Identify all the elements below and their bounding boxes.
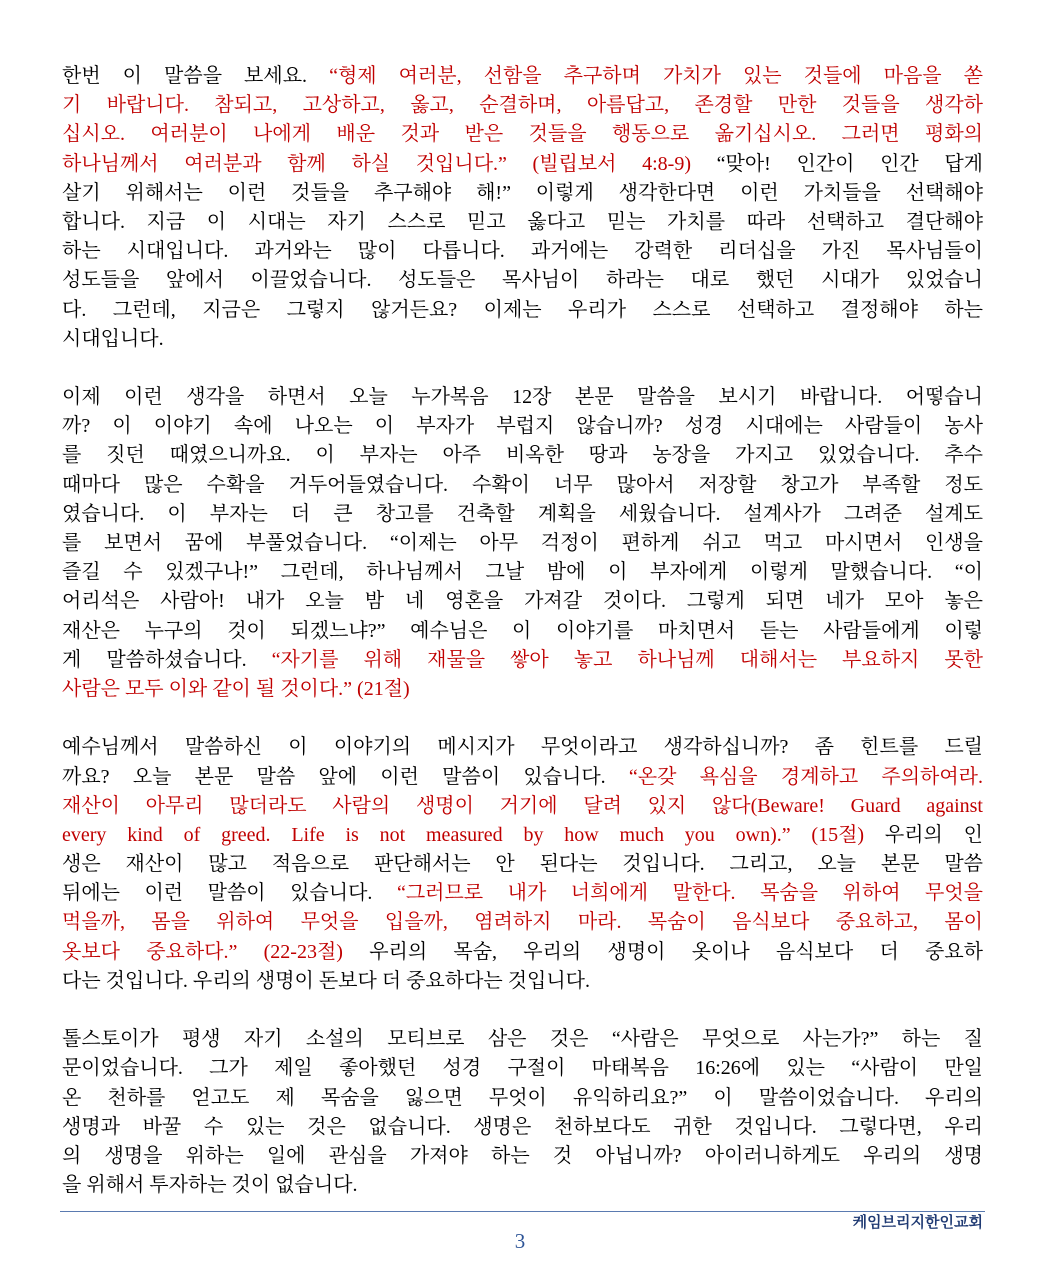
scripture-quote-text: 하나님께서 여러분과 함께 하실 것입니다.” (빌립보서 4:8-9) <box>62 152 691 175</box>
text-line <box>62 62 983 91</box>
body-text: 문이었습니다. 그가 제일 좋아했던 성경 구절이 마태복음 16:26에 있는 “사람이 만일 <box>62 1057 983 1080</box>
text-line <box>62 1084 983 1113</box>
body-text: 를 짓던 때였으니까요. 이 부자는 아주 비옥한 땅과 농장을 가지고 있었습니다. 추수 <box>62 444 983 467</box>
body-text: 한번 이 말씀을 보세요. <box>62 65 330 87</box>
text-line <box>62 296 983 325</box>
text-line <box>62 266 983 295</box>
text-line <box>62 325 983 354</box>
scripture-quote-text: “온갖 욕심을 경계하고 주의하여라. <box>628 765 983 788</box>
text-line <box>62 1054 983 1083</box>
text-line <box>62 383 983 412</box>
scripture-quote-text: 사람은 모두 이와 같이 될 것이다.” (21절) <box>62 677 410 700</box>
text-line <box>62 850 983 879</box>
paragraph <box>62 383 983 704</box>
text-line <box>62 1025 983 1054</box>
body-text: 성도들을 앞에서 이끌었습니다. 성도들은 목사님이 하라는 대로 했던 시대가 있었습니 <box>62 269 983 292</box>
text-line <box>62 1142 983 1171</box>
scripture-quote-text: 재산이 아무리 많더라도 사람의 생명이 거기에 달려 있지 않다(Beware! Guard against <box>62 794 983 817</box>
scripture-quote-text: “그러므로 내가 너희에게 말한다. 목숨을 위하여 무엇을 <box>396 882 983 905</box>
footer-divider <box>60 1211 985 1212</box>
text-line <box>62 208 983 237</box>
text-line <box>62 237 983 266</box>
body-text: 예수님께서 말씀하신 이 이야기의 메시지가 무엇이라고 생각하십니까? 좀 힌트를 드릴 <box>62 736 983 759</box>
text-line <box>62 821 983 850</box>
text-line <box>62 617 983 646</box>
paragraph <box>62 733 983 996</box>
body-text: 뒤에는 이런 말씀이 있습니다. <box>62 882 397 905</box>
body-text: 다는 것입니다. 우리의 생명이 돈보다 더 중요하다는 것입니다. <box>62 969 590 992</box>
scripture-quote-text: 십시오. 여러분이 나에게 배운 것과 받은 것들을 행동으로 옮기십시오. 그러면 평화의 <box>62 123 983 146</box>
body-text: 까요? 오늘 본문 말씀 앞에 이런 말씀이 있습니다. <box>62 765 629 788</box>
body-text: 즐길 수 있겠구나!” 그런데, 하나님께서 그날 밤에 이 부자에게 이렇게 말했습니다. “이 <box>62 561 983 584</box>
body-text: 의 생명을 위하는 일에 관심을 가져야 하는 것 아닙니까? 아이러니하게도 우리의 생명 <box>62 1144 983 1167</box>
footer-church-name: 케임브리지한인교회 <box>852 1213 983 1231</box>
text-line <box>62 675 983 704</box>
body-text: 를 보면서 꿈에 부풀었습니다. “이제는 아무 걱정이 편하게 쉬고 먹고 마시면서 인생을 <box>62 532 983 554</box>
text-line <box>62 441 983 470</box>
scripture-quote-text: 먹을까, 몸을 위하여 무엇을 입을까, 염려하지 마라. 목숨이 음식보다 중요하고, 몸이 <box>62 911 983 934</box>
text-line <box>62 120 983 149</box>
body-text: 합니다. 지금 이 시대는 자기 스스로 믿고 옳다고 믿는 가치를 따라 선택하고 결단해야 <box>62 210 983 233</box>
text-line <box>62 1171 983 1200</box>
body-text: 였습니다. 이 부자는 더 큰 창고를 건축할 계획을 세웠습니다. 설계사가 그려준 설계도 <box>62 502 983 525</box>
text-line <box>62 763 983 792</box>
body-text: 다. 그런데, 지금은 그렇지 않거든요? 이제는 우리가 스스로 선택하고 결정해야 하는 <box>62 298 983 321</box>
body-text: 때마다 많은 수확을 거두어들였습니다. 수확이 너무 많아서 저장할 창고가 부족할 정도 <box>62 473 983 496</box>
text-line <box>62 412 983 441</box>
body-text: 재산은 누구의 것이 되겠느냐?” 예수님은 이 이야기를 마치면서 듣는 사람들에게 이렇 <box>62 619 983 642</box>
body-text: 톨스토이가 평생 자기 소설의 모티브로 삼은 것은 “사람은 무엇으로 사는가?” 하는 질 <box>62 1028 983 1051</box>
body-text: 시대입니다. <box>62 327 164 350</box>
scripture-quote-text: every kind of greed. Life is not measured by how much you own).” (15절) <box>62 823 865 846</box>
text-line <box>62 179 983 208</box>
text-line <box>62 471 983 500</box>
body-text: 우리의 인 <box>864 823 984 846</box>
text-line <box>62 733 983 762</box>
body-text: 하는 시대입니다. 과거와는 많이 다릅니다. 과거에는 강력한 리더십을 가진 목사님들이 <box>62 240 983 263</box>
body-text: 살기 위해서는 이런 것들을 추구해야 해!” 이렇게 생각한다면 이런 가치들을 선택해야 <box>62 181 983 204</box>
text-line <box>62 1113 983 1142</box>
text-line <box>62 150 983 179</box>
scripture-quote-text: 옷보다 중요하다.” (22-23절) <box>62 940 343 963</box>
document-body <box>62 62 983 1230</box>
paragraph <box>62 1025 983 1200</box>
text-line <box>62 646 983 675</box>
text-line <box>62 587 983 616</box>
scripture-quote-text: 기 바랍니다. 참되고, 고상하고, 옳고, 순결하며, 아름답고, 존경할 만한 것들을 생각하 <box>62 94 983 117</box>
paragraph <box>62 62 983 354</box>
text-line <box>62 558 983 587</box>
scripture-quote-text: “자기를 위해 재물을 쌓아 놓고 하나님께 대해서는 부요하지 못한 <box>271 648 983 671</box>
body-text: “맞아! 인간이 인간 답게 <box>691 152 983 175</box>
body-text: 게 말씀하셨습니다. <box>62 648 272 671</box>
text-line <box>62 967 983 996</box>
body-text: 을 위해서 투자하는 것이 없습니다. <box>62 1174 358 1197</box>
scripture-quote-text: “형제 여러분, 선함을 추구하며 가치가 있는 것들에 마음을 쏟 <box>329 65 983 87</box>
body-text: 이제 이런 생각을 하면서 오늘 누가복음 12장 본문 말씀을 보시기 바랍니다. 어떻습니 <box>62 386 983 409</box>
text-line <box>62 938 983 967</box>
body-text: 생은 재산이 많고 적음으로 판단해서는 안 된다는 것입니다. 그리고, 오늘 본문 말씀 <box>62 853 983 876</box>
text-line <box>62 91 983 120</box>
body-text: 어리석은 사람아! 내가 오늘 밤 네 영혼을 가져갈 것이다. 그렇게 되면 네가 모아 놓은 <box>62 590 983 613</box>
body-text: 생명과 바꿀 수 있는 것은 없습니다. 생명은 천하보다도 귀한 것입니다. 그렇다면, 우리 <box>62 1115 983 1138</box>
body-text: 까? 이 이야기 속에 나오는 이 부자가 부럽지 않습니까? 성경 시대에는 사람들이 농사 <box>62 415 983 438</box>
page-number: 3 <box>514 1229 526 1253</box>
text-line <box>62 792 983 821</box>
text-line <box>62 500 983 529</box>
text-line <box>62 879 983 908</box>
text-line <box>62 908 983 937</box>
body-text: 온 천하를 얻고도 제 목숨을 잃으면 무엇이 유익하리요?” 이 말씀이었습니다. 우리의 <box>62 1086 983 1109</box>
text-line <box>62 529 983 558</box>
body-text: 우리의 목숨, 우리의 생명이 옷이나 음식보다 더 중요하 <box>342 940 984 963</box>
